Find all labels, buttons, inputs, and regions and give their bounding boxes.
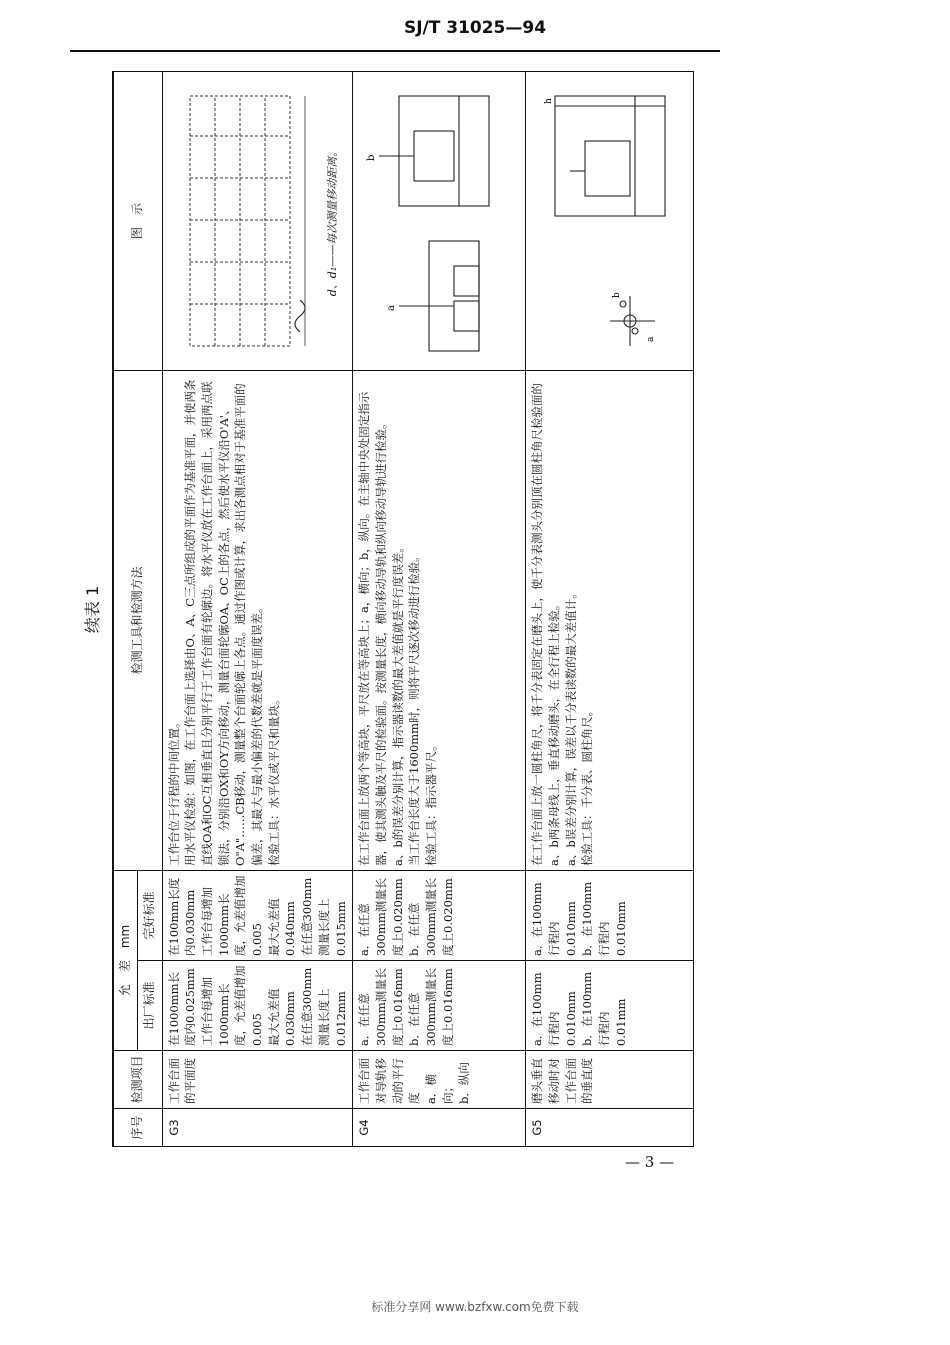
- col-header-tolerance: 允 差 mm: [113, 870, 138, 1050]
- perpendicularity-diagram: [535, 76, 685, 366]
- flatness-grid-diagram: [175, 76, 325, 366]
- col-header-figure: 图 示: [113, 71, 162, 370]
- intact-standard: 在100mm长度内0.030mm 工作台每增加1000mm长度，允差值增加0.005 最大允差值0.040mm 在任意300mm测量长度上0.015mm: [162, 870, 352, 960]
- row-number: G5: [526, 1109, 694, 1147]
- figure-g4: [353, 71, 526, 370]
- method-text: [526, 370, 694, 870]
- intact-standard: a．在100mm行程内0.010mm b．在100mm行程内0.010mm: [526, 870, 694, 960]
- method-line: a、b的误差分别计算，指示器读数的最大差值就是平行度误差。: [390, 541, 405, 866]
- inspection-item: 磨头垂直移动时对工作台面的垂直度: [526, 1051, 694, 1109]
- factory-standard: a．在任意300mm测量长度上0.016mm b．在任意300mm测量长度上0.016mm: [353, 961, 526, 1051]
- table-row: [353, 71, 526, 1146]
- row-number: G3: [162, 1109, 352, 1147]
- label-a: a: [386, 305, 398, 311]
- label-b: b: [611, 292, 622, 298]
- method-line: 检验工具：指示器平尺。: [423, 739, 438, 866]
- factory-standard: 在1000mm长度内0.025mm 工作台每增加1000mm长度，允差值增加0.005 最大允差值0.030mm 在任意300mm测量长度上0.012mm: [162, 961, 352, 1051]
- inspection-item: 工作台面对导轨移动的平行度 a．横向； b．纵向: [353, 1051, 526, 1109]
- col-header-no: 序号: [113, 1109, 162, 1147]
- label-a: a: [645, 336, 656, 342]
- method-line: 检验工具：千分表、圆柱角尺。: [580, 704, 595, 866]
- factory-standard: a．在100mm行程内0.010mm b．在100mm行程内0.01mm: [526, 961, 694, 1051]
- intact-standard: a．在任意300mm测量长度上0.020mm b．在任意300mm测量长度上0.020mm: [353, 870, 526, 960]
- row-number: G4: [353, 1109, 526, 1147]
- label-h: h: [543, 98, 554, 104]
- label-b: b: [366, 154, 378, 161]
- method-line: 在工作台面上放一圆柱角尺，将千分表固定在磨头上，使千分表测头分别顶在圆柱角尺检验面的a、b两条母线上，垂直移动磨头，在全行程上检验。: [530, 382, 561, 866]
- table-row: [526, 71, 694, 1146]
- method-line: 当工作台长度大于1600mm时，则将平尺逐次移动进行检验。: [407, 550, 422, 866]
- figure-legend: d、d₁——每次测量移动距离。: [325, 145, 339, 297]
- figure-g5: [526, 71, 694, 370]
- standard-code: SJ/T 31025—94: [403, 18, 547, 38]
- table-caption: 续表 1: [83, 585, 102, 634]
- method-line: 用水平仪检验：如图，在工作台面上选择由O、A、C三点所组成的平面作为基准平面，并使两条直线OA和OC互相垂直且分别平行于工作台面有轮廓边。将水平仪放在工作台面上，采用两点联锁法，分别沿OX和OY方向移动，测量台面轮廓OA、OC上的各点，然后使水平仪沿O'A'、O"A"……CB移动，测量整个台面轮廓上各点。通过作图或计算，求出各测点相对于基准平面的偏差，其最大与最小偏差的代数差就是平面度误差。: [183, 379, 265, 866]
- method-text: [353, 370, 526, 870]
- footer-watermark: 标准分享网 www.bzfxw.com免费下载: [371, 1300, 579, 1314]
- figure-g3: [162, 71, 352, 370]
- method-line: 工作台位于行程的中间位置。: [166, 716, 181, 866]
- inspection-item: 工作台面的平面度: [162, 1051, 352, 1109]
- method-line: 检验工具：水平仪或平尺和量块。: [266, 693, 281, 866]
- header-rule: [70, 50, 720, 52]
- method-line: 在工作台面上放两个等高块，平尺放在等高块上；a，横向；b，纵向。在主轴中央处固定指示器，使其测头触及平尺的检验面。按测量长度，横向移动导轨和纵向移动导轨进行检验。: [357, 391, 388, 866]
- method-line: a、b误差分别计算，误差以千分表读数的最大差值计。: [563, 587, 578, 866]
- col-header-method: 检测工具和检测方法: [113, 370, 162, 870]
- col-header-factory: 出厂标准: [138, 961, 162, 1051]
- col-header-item: 检测项目: [113, 1051, 162, 1109]
- parallelism-diagram: [359, 76, 519, 366]
- col-header-intact: 完好标准: [138, 870, 162, 960]
- spec-table: [112, 71, 694, 1147]
- page-number: — 3 —: [625, 1153, 675, 1171]
- table-row: [162, 71, 352, 1146]
- rotated-table-container: [80, 72, 700, 1147]
- method-text: [162, 370, 352, 870]
